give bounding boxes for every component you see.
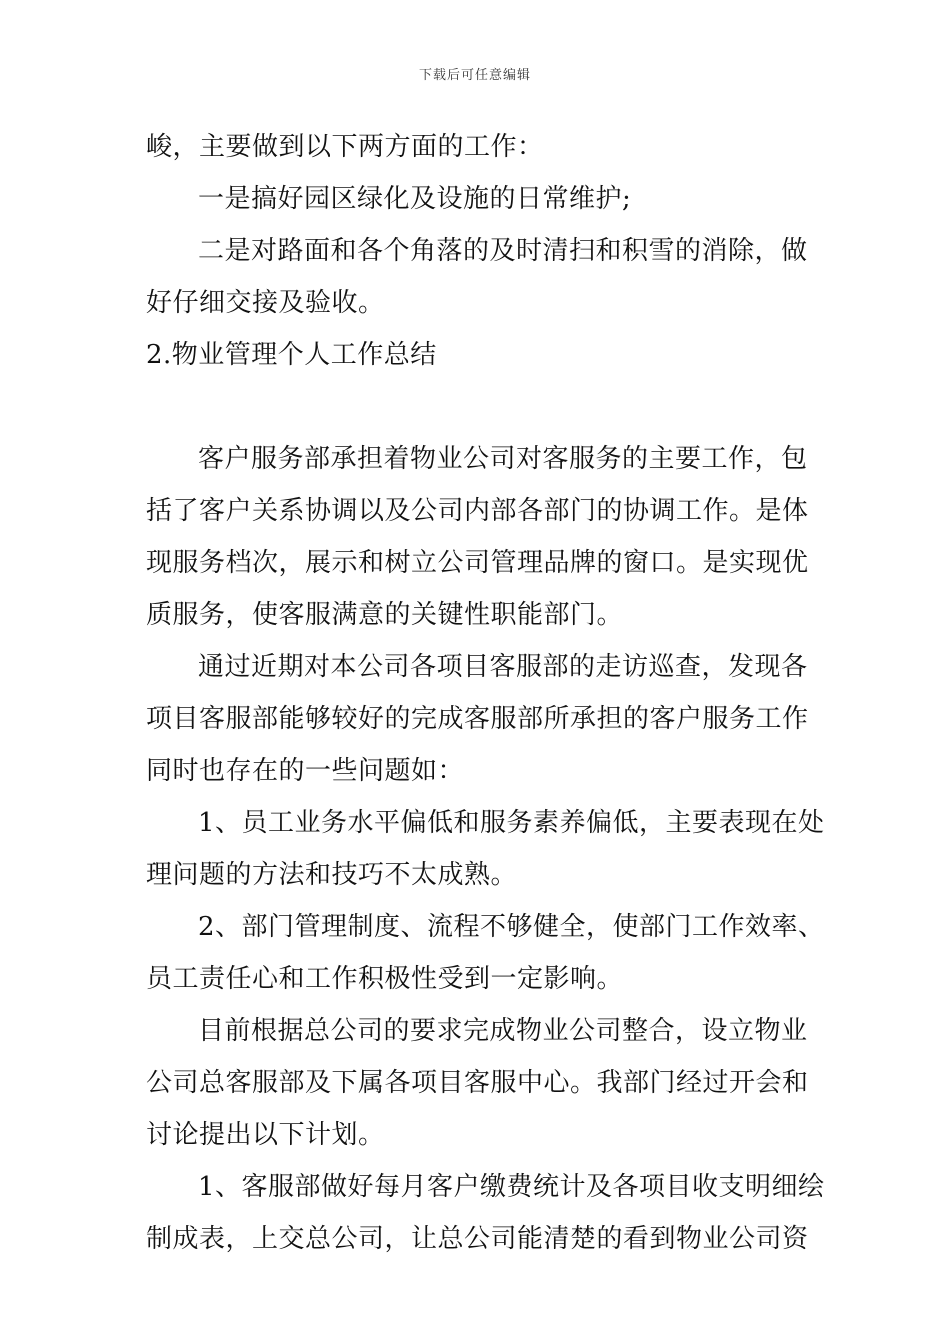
section-heading: 2.物业管理个人工作总结 xyxy=(146,340,437,370)
text-line: 1、员工业务水平偏低和服务素养偏低，主要表现在处 xyxy=(198,808,825,838)
blank-line xyxy=(146,381,806,433)
text-line: 一是搞好园区绿化及设施的日常维护; xyxy=(198,184,632,214)
text-line: 1、客服部做好每月客户缴费统计及各项目收支明细绘 xyxy=(198,1172,825,1202)
text-line: 制成表，上交总公司，让总公司能清楚的看到物业公司资 xyxy=(146,1224,809,1254)
page-header: 下载后可任意编辑 xyxy=(418,68,531,83)
text-line: 现服务档次，展示和树立公司管理品牌的窗口。是实现优 xyxy=(146,548,809,578)
text-line: 同时也存在的一些问题如： xyxy=(146,756,465,786)
text-line: 2、部门管理制度、流程不够健全，使部门工作效率、 xyxy=(198,912,825,942)
text-line: 理问题的方法和技巧不太成熟。 xyxy=(146,860,518,890)
document-body xyxy=(146,121,825,1265)
text-line: 客户服务部承担着物业公司对客服务的主要工作，包 xyxy=(198,444,808,474)
text-line: 公司总客服部及下属各项目客服中心。我部门经过开会和 xyxy=(146,1068,809,1098)
text-line: 通过近期对本公司各项目客服部的走访巡查，发现各 xyxy=(198,652,808,682)
text-line: 项目客服部能够较好的完成客服部所承担的客户服务工作 xyxy=(146,704,809,734)
text-line: 好仔细交接及验收。 xyxy=(146,288,385,318)
text-line: 讨论提出以下计划。 xyxy=(146,1120,385,1150)
text-line: 目前根据总公司的要求完成物业公司整合，设立物业 xyxy=(198,1016,808,1046)
text-line: 括了客户关系协调以及公司内部各部门的协调工作。是体 xyxy=(146,496,809,526)
text-line: 员工责任心和工作积极性受到一定影响。 xyxy=(146,964,624,994)
text-line: 峻，主要做到以下两方面的工作： xyxy=(146,132,544,162)
text-line: 质服务，使客服满意的关键性职能部门。 xyxy=(146,600,624,630)
text-line: 二是对路面和各个角落的及时清扫和积雪的消除，做 xyxy=(198,236,808,266)
